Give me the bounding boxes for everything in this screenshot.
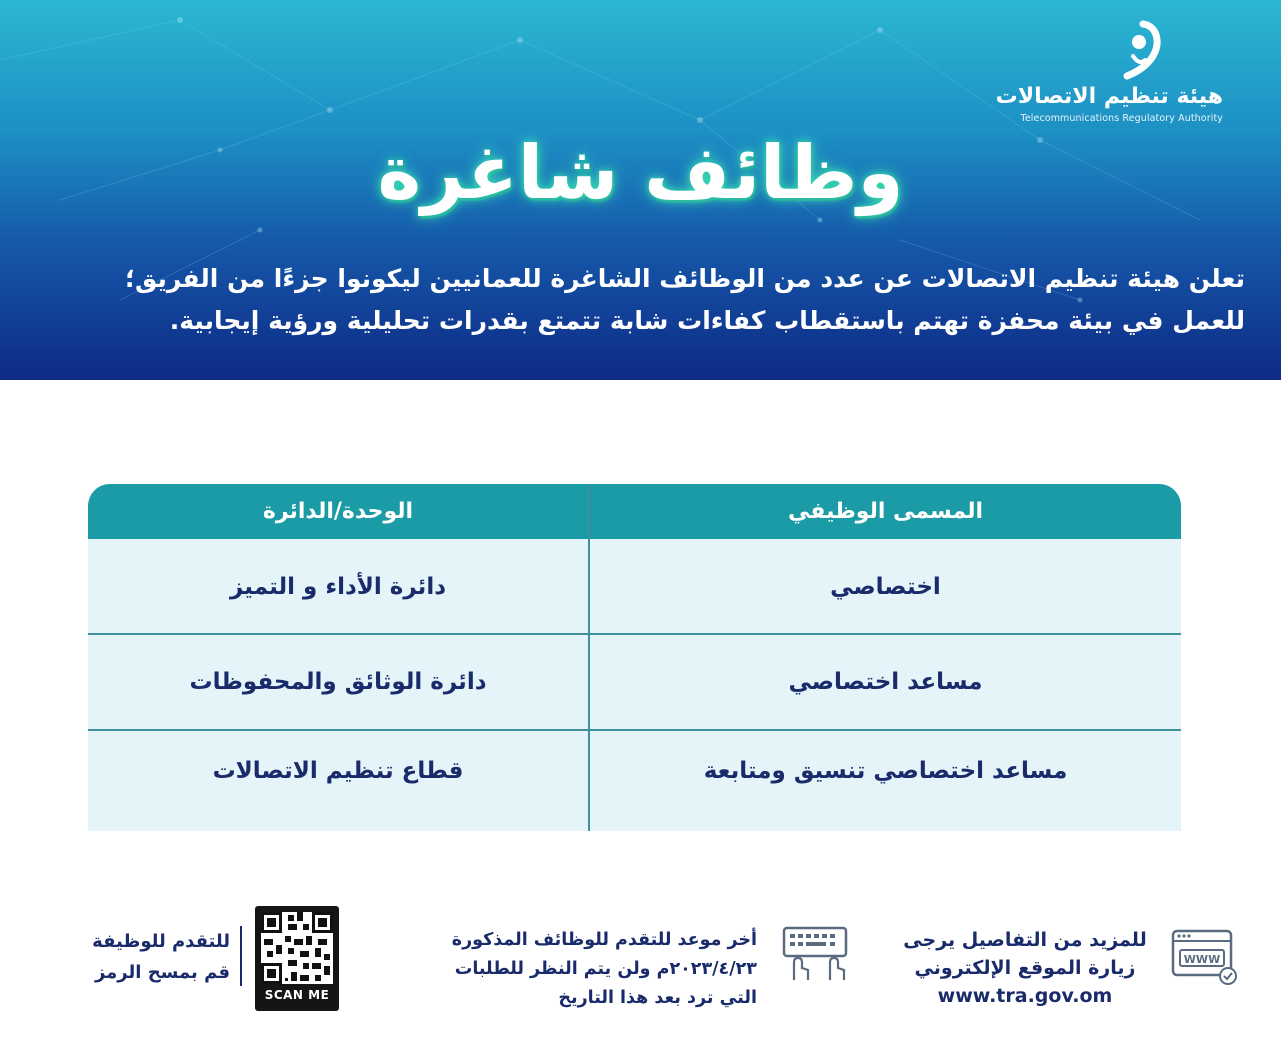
deadline-info — [412, 926, 757, 1013]
header-job-title: المسمى الوظيفي — [788, 499, 983, 524]
deadline-line-3: التي ترد بعد هذا التاريخ — [558, 988, 757, 1008]
page-title: وظائف شاغرة — [377, 130, 904, 216]
header-department: الوحدة/الدائرة — [262, 499, 414, 524]
department-cell: دائرة الأداء و التميز — [230, 573, 447, 600]
department-cell: دائرة الوثائق والمحفوظات — [189, 669, 487, 695]
vacancies-table — [88, 484, 1181, 831]
apply-info — [70, 926, 230, 988]
www-icon-label: WWW — [1183, 953, 1221, 966]
website-line-1: للمزيد من التفاصيل يرجى — [903, 929, 1147, 951]
job-title-cell: مساعد اختصاصي تنسيق ومتابعة — [703, 758, 1068, 784]
apply-divider — [240, 926, 242, 986]
qr-code[interactable] — [255, 906, 339, 1011]
department-cell: قطاع تنظيم الاتصالات — [212, 758, 464, 784]
website-url-link[interactable]: www.tra.gov.om — [937, 985, 1113, 1007]
intro-line-2: للعمل في بيئة محفزة تهتم باستقطاب كفاءات شابة تتمتع بقدرات تحليلية ورؤية إيجابية. — [169, 306, 1245, 335]
tra-logo-icon — [1119, 20, 1165, 82]
intro-text — [40, 258, 1245, 342]
table-header — [88, 484, 1181, 539]
hero-banner — [0, 0, 1281, 380]
apply-line-2: قم بمسح الرمز — [94, 962, 230, 983]
deadline-line-2: ٢٠٢٣/٤/٢٣م ولن يتم النظر للطلبات — [454, 959, 757, 979]
qr-code-icon — [261, 912, 333, 984]
intro-line-1: تعلن هيئة تنظيم الاتصالات عن عدد من الوظائف الشاغرة للعمانيين ليكونوا جزءًا من الفريق؛ — [124, 264, 1245, 293]
logo-name-ar: هيئة تنظيم الاتصالات — [995, 84, 1223, 109]
logo-name-en: Telecommunications Regulatory Authority — [1020, 113, 1223, 124]
tra-logo — [995, 20, 1253, 130]
apply-line-1: للتقدم للوظيفة — [92, 931, 230, 952]
website-info — [895, 926, 1155, 1010]
job-title-cell: مساعد اختصاصي — [788, 669, 983, 695]
qr-scan-label: SCAN ME — [264, 988, 330, 1002]
browser-www-icon — [1170, 928, 1240, 988]
website-line-2: زيارة الموقع الإلكتروني — [914, 957, 1136, 979]
keyboard-typing-icon — [780, 922, 852, 984]
job-title-cell: اختصاصي — [830, 573, 941, 600]
table-row — [88, 731, 1181, 811]
table-row — [88, 539, 1181, 634]
table-row — [88, 635, 1181, 729]
deadline-line-1: أخر موعد للتقدم للوظائف المذكورة — [451, 930, 757, 950]
